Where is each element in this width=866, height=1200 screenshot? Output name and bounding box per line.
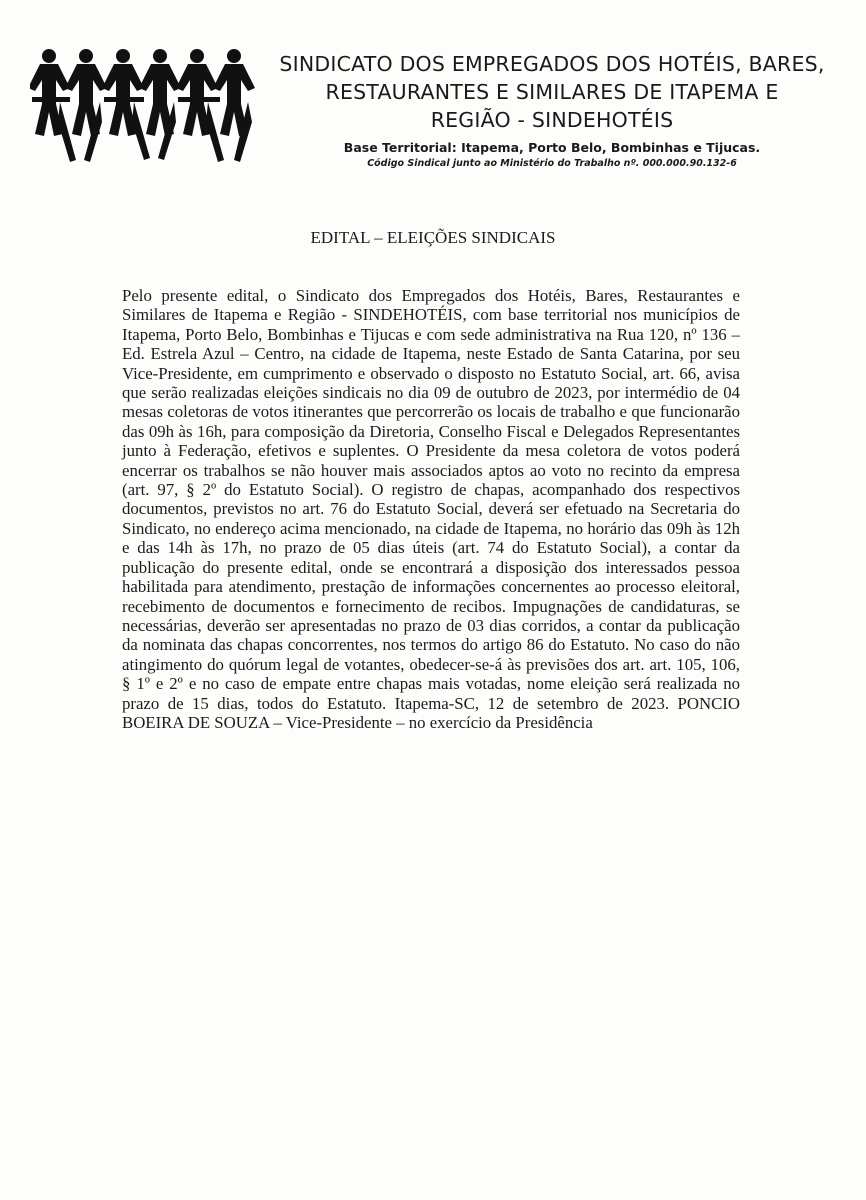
union-name-line-2: RESTAURANTES E SIMILARES DE ITAPEMA E xyxy=(325,80,779,104)
document-title: EDITAL – ELEIÇÕES SINDICAIS xyxy=(310,228,556,247)
people-chain-logo-icon xyxy=(30,42,260,164)
letterhead xyxy=(262,50,842,171)
base-territorial: Base Territorial: Itapema, Porto Belo, Bombinhas e Tijucas. xyxy=(343,140,761,155)
codigo-sindical: Código Sindical junto ao Ministério do Trabalho nº. 000.000.90.132-6 xyxy=(367,158,737,169)
union-name-line-3: REGIÃO - SINDEHOTÉIS xyxy=(430,108,674,132)
union-name-line-1: SINDICATO DOS EMPREGADOS DOS HOTÉIS, BARES, xyxy=(279,52,825,76)
document-body: Pelo presente edital, o Sindicato dos Empregados dos Hotéis, Bares, Restaurantes e Similares de Itapema e Região - SINDEHOTÉIS, com base territorial nos municípios de Itapema, Porto Belo, Bombinhas e Tijucas e com sede administrativa na Rua 120, nº 136 – Ed. Estrela Azul – Centro, na cidade de Itapema, neste Estado de Santa Catarina, por seu Vice-Presidente, em cumprimento e observado o disposto no Estatuto Social, art. 66, avisa que serão realizadas eleições sindicais no dia 09 de outubro de 2023, por intermédio de 04 mesas coletoras de votos itinerantes que percorrerão os locais de trabalho e que funcionarão das 09h às 16h, para composição da Diretoria, Conselho Fiscal e Delegados Representantes junto à Federação, efetivos e suplentes. O Presidente da mesa coletora de votos poderá encerrar os trabalhos se não houver mais associados aptos ao voto no recinto da empresa (art. 97, § 2º do Estatuto Social). O registro de chapas, acompanhado dos respectivos documentos, previstos no art. 76 do Estatuto Social, deverá ser efetuado na Secretaria do Sindicato, no endereço acima mencionado, na cidade de Itapema, no horário das 09h às 12h e das 14h às 17h, no prazo de 05 dias úteis (art. 74 do Estatuto Social), a contar da publicação do presente edital, onde se encontrará a disposição dos interessados pessoa habilitada para atendimento, prestação de informações concernentes ao processo eleitoral, recebimento de documentos e fornecimento de recibos. Impugnações de candidaturas, se necessárias, deverão ser apresentadas no prazo de 03 dias corridos, a contar da publicação da nominata das chapas concorrentes, nos termos do artigo 86 do Estatuto. No caso do não atingimento do quórum legal de votantes, obedecer-se-á às previsões dos art. art. 105, 106, § 1º e 2º e no caso de empate entre chapas mais votadas, nome eleição será realizada no prazo de 15 dias, todos do Estatuto. Itapema-SC, 12 de setembro de 2023. PONCIO BOEIRA DE SOUZA – Vice-Presidente – no exercício da Presidência xyxy=(122,286,740,732)
